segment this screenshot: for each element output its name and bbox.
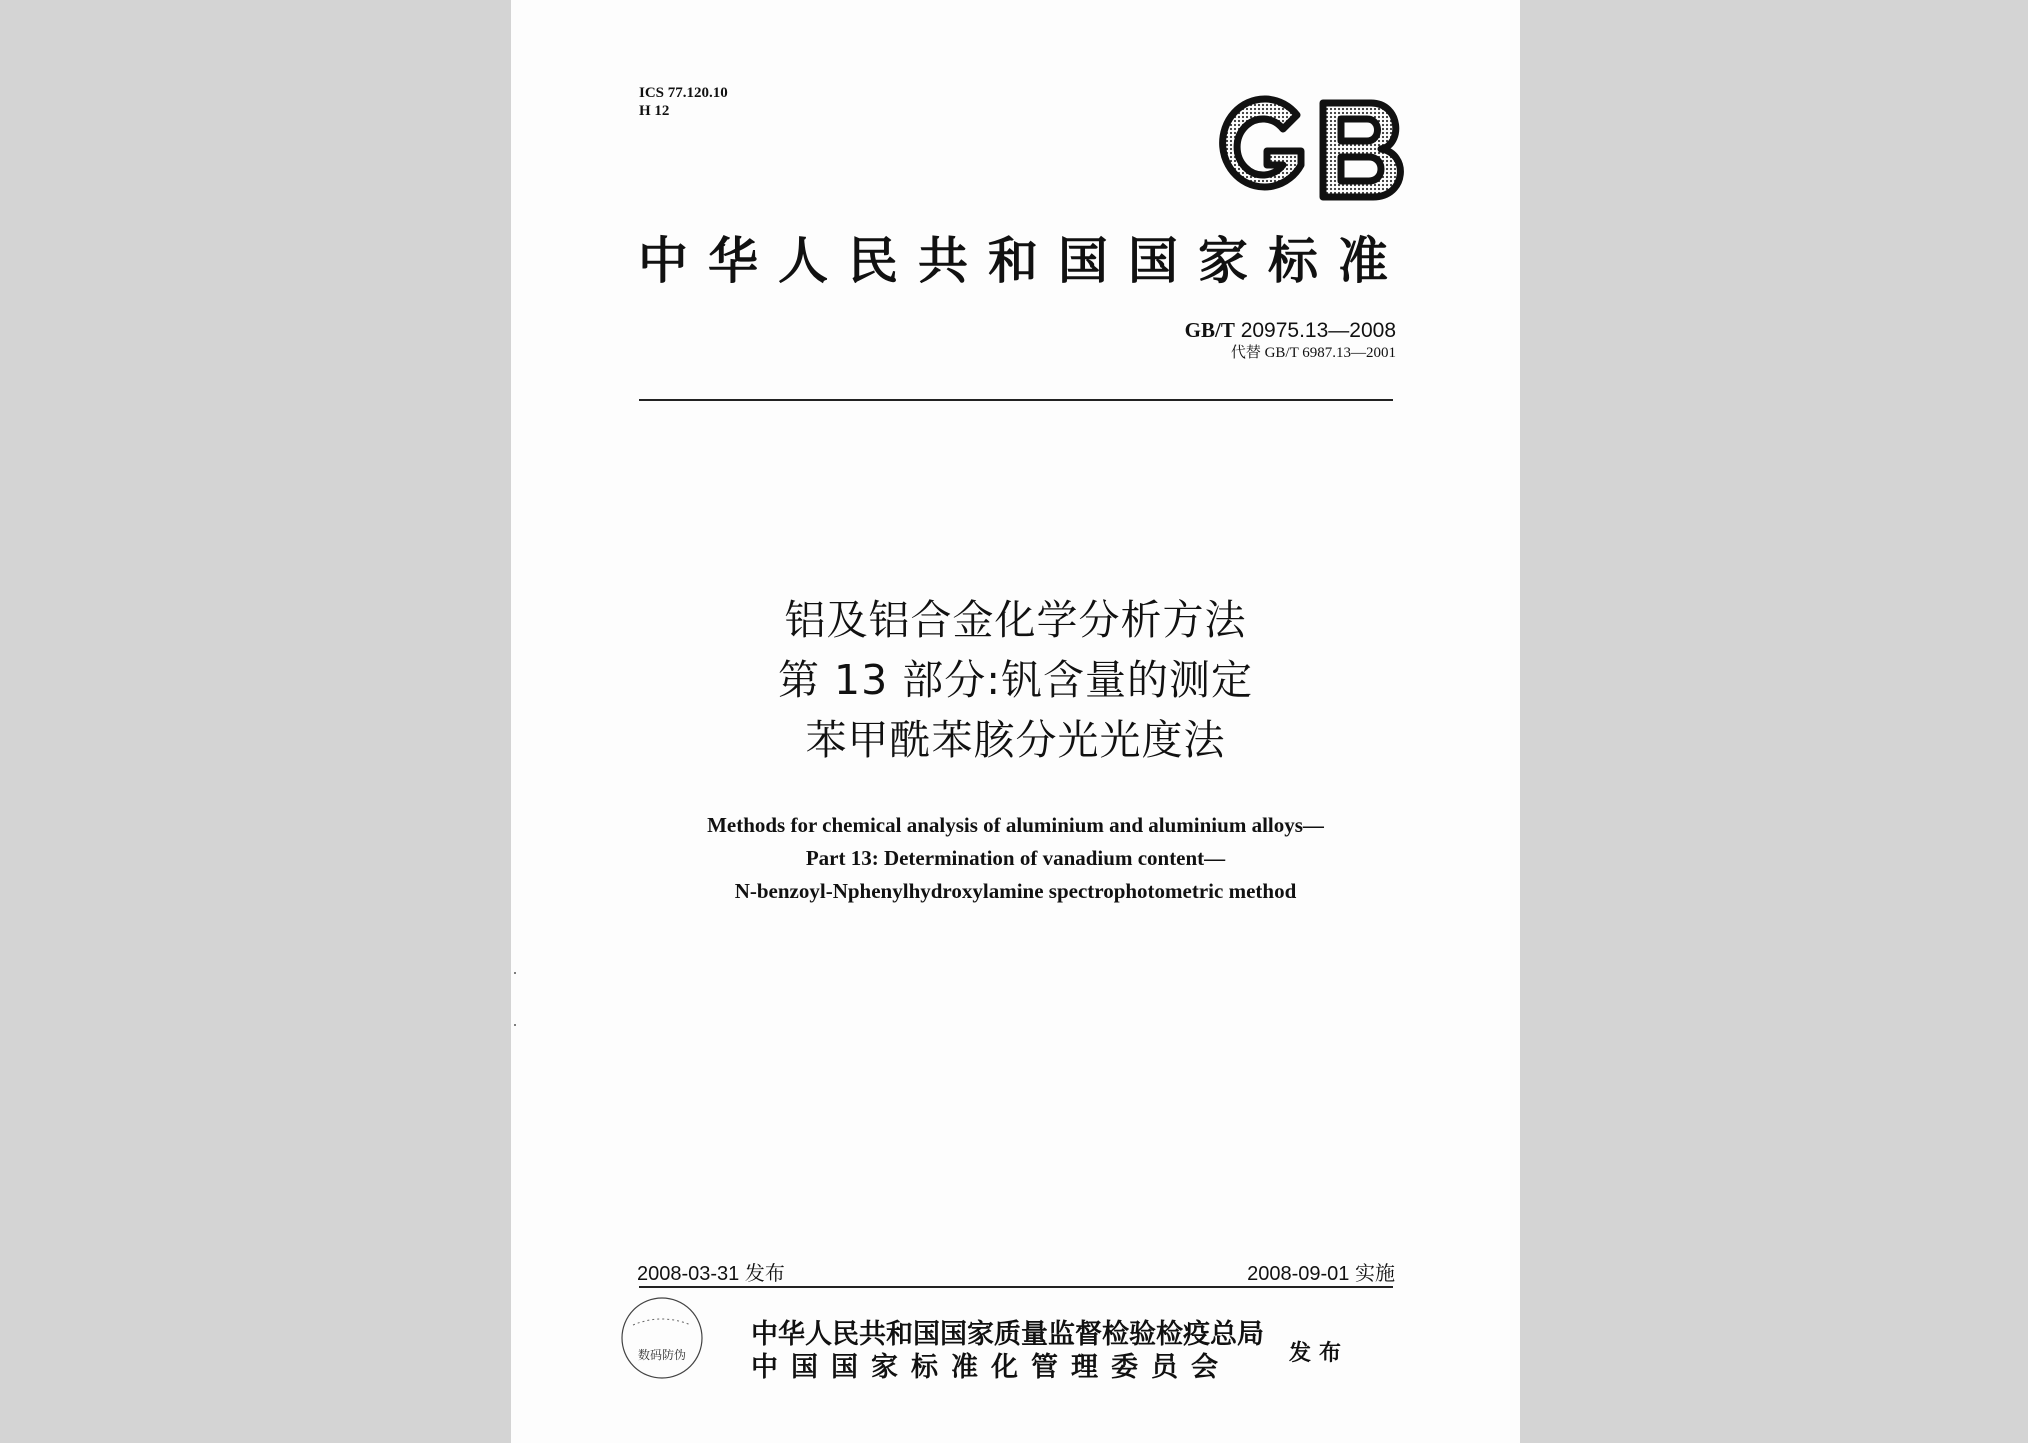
classification-codes [639,84,728,120]
implement-date: 2008-09-01 实施 [1247,1263,1395,1285]
standard-prefix: GB/T [1184,318,1235,342]
replaces-standard: 代替 GB/T 6987.13—2001 [1230,345,1396,361]
chinese-title [511,590,1520,770]
stamp-text: 数码防伪 [637,1348,687,1362]
bottom-divider [639,1286,1393,1288]
chinese-title-line-1: 铝及铝合金化学分析方法 [784,596,1247,644]
scan-speck [514,972,516,974]
chinese-title-line-3: 苯甲酰苯胲分光光度法 [805,716,1226,764]
standard-code: 20975.13—2008 [1240,319,1396,342]
national-standard-heading: 中华人民共和国国家标准 [638,231,1390,290]
english-title-line-1: Methods for chemical analysis of aluminium and aluminium alloys— [707,813,1324,837]
english-title-line-3: N-benzoyl-Nphenylhydroxylamine spectrophotometric method [734,879,1297,903]
issuer-line-2: 中国国家标准化管理委员会 [751,1352,1231,1383]
scan-speck [514,1024,516,1026]
ics-code: ICS 77.120.10 [639,85,728,101]
chinese-title-line-2: 第 13 部分:钒含量的测定 [777,656,1254,704]
standard-number [1185,318,1396,343]
english-title-line-2: Part 13: Determination of vanadium content— [805,846,1226,870]
issue-label: 发布 [1289,1340,1350,1366]
english-title [511,809,1520,908]
gb-logo [1205,95,1413,205]
issuer-line-1: 中华人民共和国国家质量监督检验检疫总局 [751,1319,1264,1350]
top-divider [639,399,1393,401]
document-page [511,0,1520,1443]
publish-date: 2008-03-31 发布 [637,1263,785,1285]
anti-counterfeit-stamp [619,1295,705,1381]
issuing-authorities [751,1318,1264,1384]
ccs-code: H 12 [639,103,670,119]
